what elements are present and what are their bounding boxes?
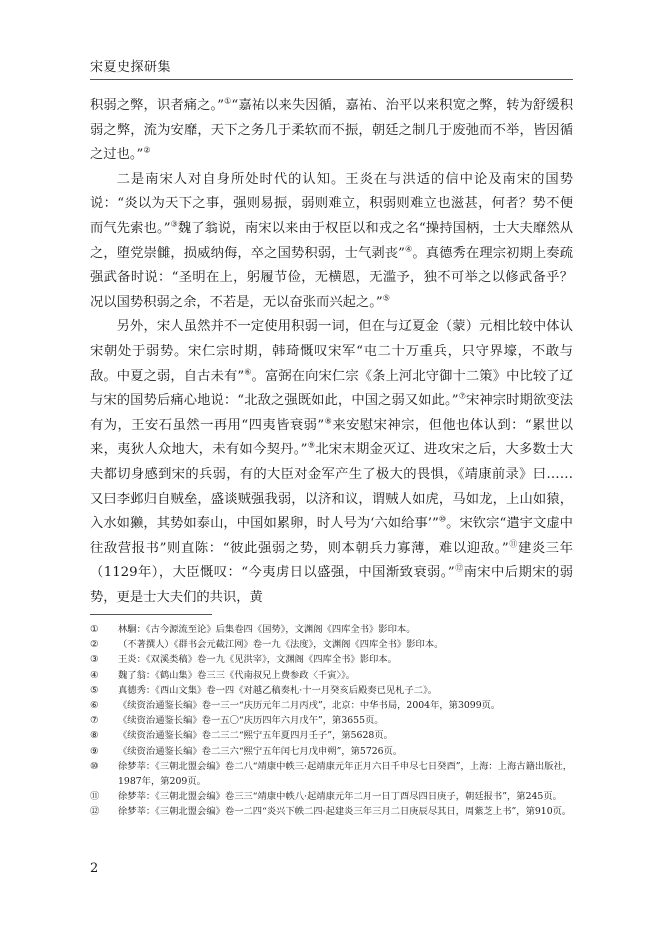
footnote-item bbox=[90, 744, 573, 759]
text-run: 建炎三年（1129年），大臣慨叹：“今夷虏日以盛强，中国渐致衰弱。” bbox=[90, 540, 573, 581]
header-rule bbox=[90, 79, 573, 80]
footnote-number: ⑩ bbox=[90, 760, 99, 772]
footnote-text: 徐梦莘：《三朝北盟会编》卷一二四“炎兴下帙二四·起建炎三年三月二日庚辰尽其日，周紫芝上书”，第910页。 bbox=[118, 806, 572, 818]
footnote-number: ④ bbox=[90, 669, 99, 681]
text-run: 。真德秀在理宗初期上奏疏强武备时说：“圣明在上，躬履节俭，无横恩，无滥予，独不可举之以修武备乎？况以国势积弱之余，不若是，无以奋张而兴起之。” bbox=[90, 245, 573, 310]
footnote-marker: ⑩ bbox=[438, 514, 447, 524]
text-run: 另外，宋人虽然并不一定使用积弱一词，但在与辽夏金（蒙）元相比较中体认宋朝处于弱势。宋仁宗时期，韩琦慨叹宋军“屯二十万重兵，只守界壕，不敢与敌。中夏之弱，自古未有” bbox=[90, 319, 573, 384]
footnote-number: ⑥ bbox=[90, 700, 99, 712]
footnote-marker: ② bbox=[143, 145, 151, 155]
footnote-item bbox=[90, 789, 573, 804]
footnote-marker: ⑧ bbox=[324, 416, 333, 426]
footnote-text: 《续资治通鉴长编》卷二三六“熙宁五年闰七月戊申朔”，第5726页。 bbox=[118, 745, 403, 757]
footnote-marker: ⑦ bbox=[458, 391, 466, 401]
footnote-item bbox=[90, 713, 573, 728]
footnote-item bbox=[90, 698, 573, 713]
footnote-item bbox=[90, 804, 573, 819]
running-header: 宋夏史探研集 bbox=[90, 60, 172, 75]
footnote-text: 王炎：《双溪类稿》卷一九《见洪宰》，文渊阁《四库全书》影印本。 bbox=[118, 654, 397, 666]
text-run: 积弱之弊，识者痛之。” bbox=[90, 98, 225, 113]
body-paragraph bbox=[90, 315, 573, 610]
footnote-marker: ⑤ bbox=[382, 293, 390, 303]
footnote-number: ⑪ bbox=[90, 791, 100, 803]
footnotes bbox=[90, 622, 573, 820]
footnote-text: 真德秀：《西山文集》卷一四《对越乙稿奏札·十一月癸亥后殿奏已见札子二》。 bbox=[118, 684, 438, 696]
text-run: 二是南宋人对自身所处时代的认知。王炎在与洪适的信中论及南宋的国势说：“炎以为天下之事，强则易振，弱则难立，积弱则难立也滋甚，何者？势不便而气先索也。” bbox=[90, 171, 573, 236]
footnote-text: 徐梦莘：《三朝北盟会编》卷二八“靖康中帙三·起靖康元年正月六日千申尽七日癸酉”，上海：上海古籍出版社，1987年，第209页。 bbox=[118, 760, 573, 788]
text-run: “嘉祐以来失因循，嘉祐、治平以来积宽之弊，转为舒缓积弱之弊，流为安靡，天下之务几于柔软而不振，朝廷之制几于废弛而不举，皆因循之过也。” bbox=[90, 98, 573, 163]
footnote-marker: ⑪ bbox=[508, 539, 518, 549]
footnote-number: ⑦ bbox=[90, 715, 99, 727]
footnote-item bbox=[90, 728, 573, 743]
main-text bbox=[90, 94, 573, 610]
footnote-text: （不著撰人）《群书会元截江网》卷一九《法度》，文渊阁《四库全书》影印本。 bbox=[118, 639, 444, 651]
page-number: 2 bbox=[90, 861, 99, 876]
footnote-item bbox=[90, 683, 573, 698]
footnote-number: ② bbox=[90, 639, 99, 651]
footnote-number: ⑨ bbox=[90, 745, 99, 757]
text-run: 北宋末期金灭辽、进攻宋之后，大多数士大夫都切身感到宋的兵弱，有的大臣对金军产生了极大的畏惧，《靖康前录》曰……又曰李邺归自贼垒，盛谈贼强我弱，以济和议，谓贼人如虎，马如龙，上山如猿，入水如獭，其势如泰山，中国如累卵，时人号为‘六如给事’” bbox=[90, 442, 573, 532]
text-run: 南宋中后期宋的弱势，更是士大夫们的共识，黄 bbox=[90, 565, 574, 605]
text-run: 。富弼在向宋仁宗《条上河北守御十二策》中比较了辽与宋的国势后痛心地说：“北敌之强既如此，中国之弱又如此。” bbox=[90, 368, 573, 409]
footnote-rule bbox=[90, 614, 212, 615]
text-run: 宋神宗时期欲变法有为，王安石虽然一再用“四夷皆衰弱” bbox=[90, 393, 574, 433]
footnote-marker: ⑥ bbox=[244, 367, 252, 377]
body-paragraph bbox=[90, 94, 573, 168]
footnote-number: ⑤ bbox=[90, 684, 99, 696]
footnote-text: 《续资治通鉴长编》卷一三一“庆历元年二月丙戌”，北京：中华书局，2004年，第3099页。 bbox=[118, 700, 501, 712]
footnote-item bbox=[90, 637, 573, 652]
footnote-item bbox=[90, 622, 573, 637]
footnote-item bbox=[90, 652, 573, 667]
footnote-text: 《续资治通鉴长编》卷一五〇“庆历四年六月戊午”，第3655页。 bbox=[118, 715, 384, 727]
footnote-text: 徐梦莘：《三朝北盟会编》卷三三“靖康中帙八·起靖康元年二月一日丁酉尽四日庚子，朝廷报书”，第245页。 bbox=[118, 791, 562, 803]
text-run: 。宋钦宗“遣宇文虚中往敌营报书”则直陈：“彼此强弱之势，则本朝兵力寡薄，难以迎敌。” bbox=[90, 516, 573, 556]
footnote-text: 魏了翁：《鹤山集》卷三三《代南叔兄上费参政〈千寅〉》。 bbox=[118, 669, 356, 681]
footnote-marker: ④ bbox=[404, 244, 413, 254]
footnote-number: ⑫ bbox=[90, 806, 100, 818]
text-run: 来安慰宋神宗，但他也体认到：“累世以来，夷狄人众地大，未有如今契丹。” bbox=[90, 417, 574, 458]
footnote-text: 《续资治通鉴长编》卷二三二“熙宁五年夏四月壬子”，第5628页。 bbox=[118, 730, 393, 742]
footnote-number: ③ bbox=[90, 654, 99, 666]
footnote-number: ① bbox=[90, 624, 99, 635]
footnote-item bbox=[90, 668, 573, 683]
footnote-item bbox=[90, 759, 573, 789]
body-paragraph bbox=[90, 168, 573, 316]
text-run: 魏了翁说，南宋以来由于权臣以和戎之名“操持国柄，士大夫靡然从之，堕党崇雠，损威纳侮，卒之国势积弱，士气剥丧” bbox=[90, 220, 574, 261]
footnote-marker: ① bbox=[224, 96, 232, 106]
footnote-text: 林駉：《古今源流至论》后集卷四《国势》，文渊阁《四库全书》影印本。 bbox=[118, 624, 416, 635]
footnote-number: ⑧ bbox=[90, 730, 99, 742]
footnote-marker: ⑫ bbox=[454, 563, 464, 573]
footnote-marker: ⑨ bbox=[307, 440, 316, 450]
footnote-marker: ③ bbox=[170, 219, 178, 229]
